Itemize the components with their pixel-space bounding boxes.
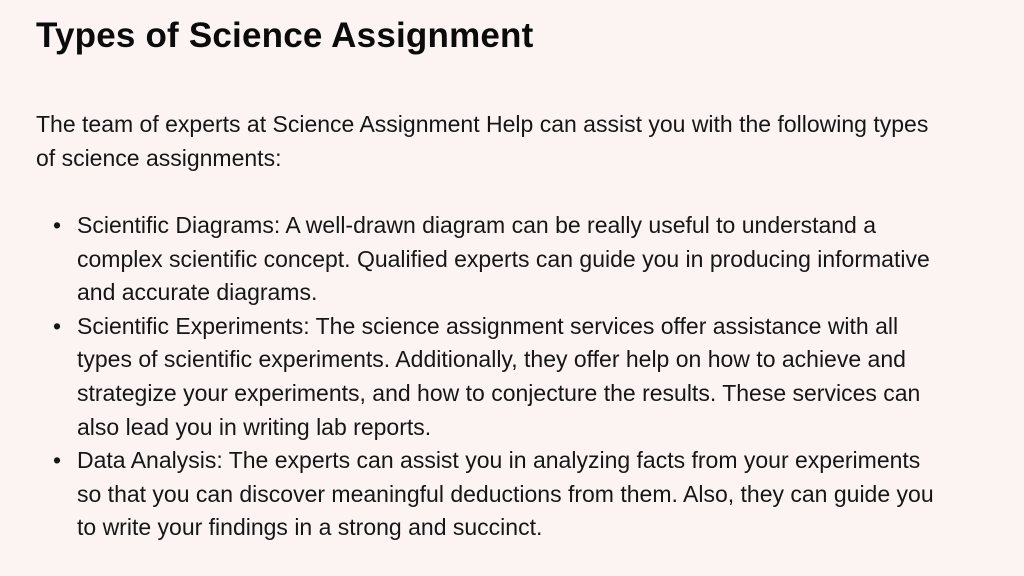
bullet-list bbox=[36, 209, 936, 545]
bullet-item-scientific-experiments bbox=[36, 310, 936, 444]
intro-paragraph: The team of experts at Science Assignment Help can assist you with the following types of science assignments: bbox=[36, 111, 929, 171]
bullet-text: Scientific Experiments: The science assignment services offer assistance with all types of scientific experiments. Additionally, they offer help on how to achieve and strategize your experiments, and how to conjecture the results. These services can also lead you in writing lab reports. bbox=[77, 312, 921, 440]
bullet-item-scientific-diagrams bbox=[36, 209, 936, 310]
bullet-dot-icon: • bbox=[53, 447, 62, 474]
bullet-text: Data Analysis: The experts can assist you in analyzing facts from your experiments so that you can discover meaningful deductions from them. Also, they can guide you to write your findings in a strong and succinct. bbox=[77, 447, 934, 541]
bullet-item-data-analysis bbox=[36, 444, 936, 545]
page-title: Types of Science Assignment bbox=[36, 16, 534, 55]
bullet-dot-icon: • bbox=[53, 312, 62, 339]
bullet-dot-icon: • bbox=[53, 212, 62, 238]
bullet-text: Scientific Diagrams: A well-drawn diagram can be really useful to understand a complex scientific concept. Qualified experts can guide you in producing informative and accurate diagrams. bbox=[77, 212, 930, 306]
